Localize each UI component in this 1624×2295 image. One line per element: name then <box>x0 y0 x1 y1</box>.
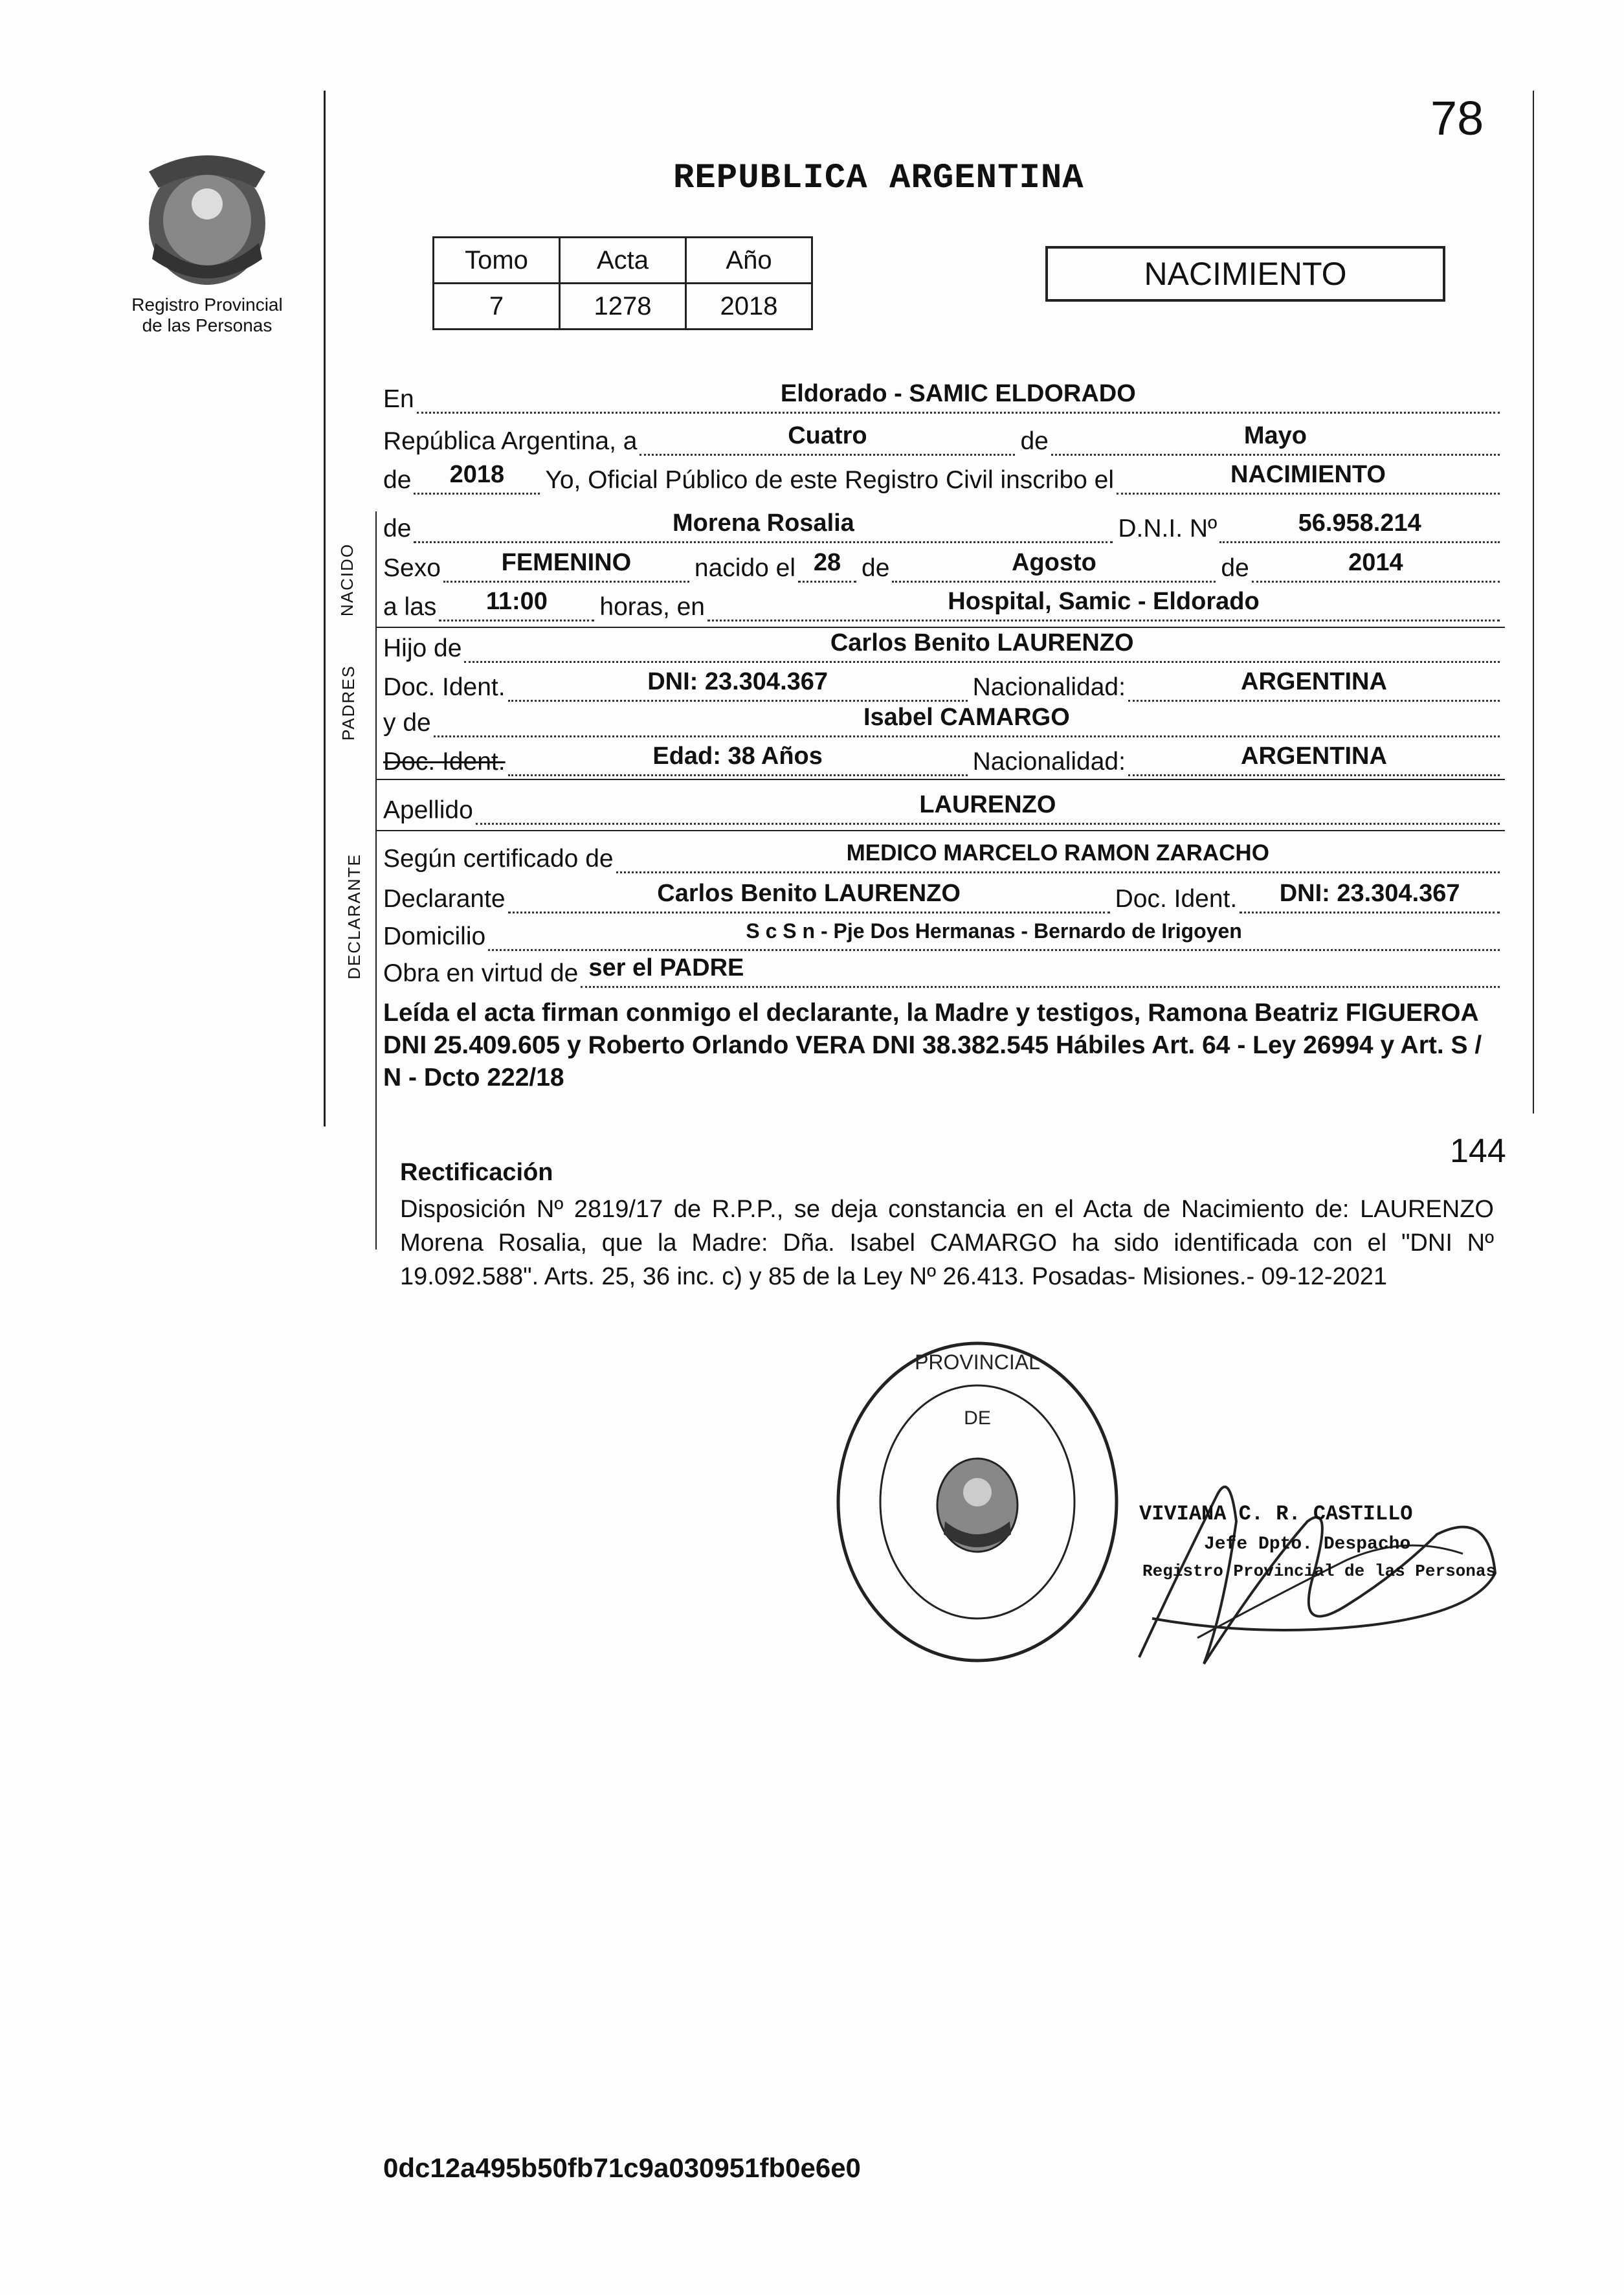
birth-day-value: 28 <box>798 547 856 583</box>
signer-name: VIVIANA C. R. CASTILLO <box>1139 1502 1413 1526</box>
row-father <box>383 621 1500 663</box>
certificate-value: MEDICO MARCELO RAMON ZARACHO <box>616 838 1500 873</box>
birth-time-value: 11:00 <box>439 586 594 621</box>
label-de-birth-year: de <box>1221 554 1249 582</box>
section-line <box>375 511 377 1249</box>
record-type-box: NACIMIENTO <box>1045 246 1445 302</box>
row-year <box>383 453 1500 495</box>
year-value: 2018 <box>414 459 540 495</box>
label-nacionalidad-mother: Nacionalidad: <box>972 748 1126 776</box>
place-value: Eldorado - SAMIC ELDORADO <box>417 378 1500 414</box>
row-address <box>383 910 1500 951</box>
label-dni-no: D.N.I. Nº <box>1118 515 1218 543</box>
label-apellido: Apellido <box>383 796 473 824</box>
birth-year-value: 2014 <box>1252 547 1500 583</box>
row-place <box>383 372 1500 414</box>
row-date <box>383 414 1500 456</box>
mother-name-value: Isabel CAMARGO <box>434 702 1500 737</box>
month-value: Mayo <box>1051 420 1500 456</box>
father-name-value: Carlos Benito LAURENZO <box>464 627 1500 663</box>
address-value: S c S n - Pje Dos Hermanas - Bernardo de Irigoyen <box>488 915 1500 951</box>
book-reference-table <box>432 236 813 330</box>
sex-value: FEMENINO <box>443 547 689 583</box>
row-certificate <box>383 832 1500 873</box>
registry-label-line1: Registro Provincial <box>131 295 283 315</box>
row-mother-doc <box>383 735 1500 776</box>
row-mother <box>383 696 1500 737</box>
label-de-child: de <box>383 515 412 543</box>
label-de-month: de <box>862 554 890 582</box>
label-domicilio: Domicilio <box>383 923 486 950</box>
label-obra-en-virtud: Obra en virtud de <box>383 959 579 987</box>
label-doc-ident-declarant: Doc. Ident. <box>1115 885 1238 913</box>
acta-value: 1278 <box>560 284 686 330</box>
declarant-value: Carlos Benito LAURENZO <box>508 878 1110 913</box>
label-de: de <box>1020 427 1049 455</box>
row-sex-birth <box>383 541 1500 583</box>
side-label-nacido: NACIDO <box>337 543 357 617</box>
mother-nationality-value: ARGENTINA <box>1128 741 1500 776</box>
country-title: REPUBLICA ARGENTINA <box>673 159 1084 198</box>
row-time-place <box>383 580 1500 621</box>
declarant-doc-value: DNI: 23.304.367 <box>1240 878 1500 913</box>
rectification-body: Disposición Nº 2819/17 de R.P.P., se deja constancia en el Acta de Nacimiento de: LAURENZO Morena Rosalia, que la Madre: Dña. Isabel CAMARGO ha sido identificada con el "DNI Nº 19.092.588". Arts. 25, 36 inc. c) y 85 de la Ley Nº 26.413. Posadas- Misiones.- 09-12-2021 <box>400 1196 1494 1290</box>
divider-apellido-declarante <box>375 830 1505 831</box>
registry-label <box>91 295 324 336</box>
tomo-value: 7 <box>434 284 560 330</box>
label-nacido-el: nacido el <box>694 554 796 582</box>
birth-place-value: Hospital, Samic - Eldorado <box>707 586 1500 621</box>
side-label-padres: PADRES <box>339 665 358 741</box>
left-margin-line <box>324 91 326 1126</box>
registry-label-line2: de las Personas <box>142 315 273 335</box>
label-yo-oficial: Yo, Oficial Público de este Registro Civil inscribo el <box>545 466 1115 494</box>
col-anio-header: Año <box>686 238 812 284</box>
svg-text:PROVINCIAL: PROVINCIAL <box>915 1350 1040 1374</box>
right-margin-line <box>1533 91 1534 1114</box>
surname-value: LAURENZO <box>476 789 1500 825</box>
row-surname <box>383 783 1500 825</box>
birth-month-value: Agosto <box>892 547 1216 583</box>
acting-as-value: ser el PADRE <box>581 952 1500 988</box>
page-number: 78 <box>1430 91 1484 145</box>
label-y-de: y de <box>383 709 431 737</box>
label-doc-ident-struck: Doc. Ident. <box>383 748 506 776</box>
divider-padres-apellido <box>375 779 1505 780</box>
row-child-name <box>383 502 1500 543</box>
label-nacionalidad-father: Nacionalidad: <box>972 673 1126 701</box>
col-tomo-header: Tomo <box>434 238 560 284</box>
side-label-declarante: DECLARANTE <box>344 853 364 980</box>
day-value: Cuatro <box>640 420 1015 456</box>
father-nationality-value: ARGENTINA <box>1128 666 1500 702</box>
label-horas-en: horas, en <box>599 593 705 621</box>
signer-office: Registro Provincial de las Personas <box>1142 1562 1496 1581</box>
row-acting-as <box>383 946 1500 988</box>
signer-role: Jefe Dpto. Despacho <box>1204 1534 1411 1554</box>
father-doc-value: DNI: 23.304.367 <box>508 666 968 702</box>
child-name-value: Morena Rosalia <box>414 508 1113 543</box>
closing-note: Leída el acta firman conmigo el declarante, la Madre y testigos, Ramona Beatriz FIGUEROA DNI 25.409.605 y Roberto Orlando VERA DNI 38.382.545 Hábiles Art. 64 - Ley 26994 y Art. S / N - Dcto 222/18 <box>383 999 1482 1092</box>
official-seal-icon <box>829 1334 1126 1670</box>
rectification-title: Rectificación <box>400 1159 553 1186</box>
label-hijo-de: Hijo de <box>383 634 462 662</box>
col-acta-header: Acta <box>560 238 686 284</box>
label-declarante: Declarante <box>383 885 506 913</box>
label-en: En <box>383 385 414 413</box>
anio-value: 2018 <box>686 284 812 330</box>
event-value: NACIMIENTO <box>1117 459 1500 495</box>
document-hash: 0dc12a495b50fb71c9a030951fb0e6e0 <box>383 2153 861 2183</box>
label-segun-certificado: Según certificado de <box>383 845 614 873</box>
label-a-las: a las <box>383 593 437 621</box>
rectification-number: 144 <box>1450 1132 1506 1170</box>
label-republica: República Argentina, a <box>383 427 638 455</box>
row-declarant <box>383 872 1500 913</box>
label-de-year: de <box>383 466 412 494</box>
misiones-emblem-icon <box>117 146 298 295</box>
child-dni-value: 56.958.214 <box>1219 508 1500 543</box>
mother-doc-value: Edad: 38 Años <box>508 741 968 776</box>
label-doc-ident-father: Doc. Ident. <box>383 673 506 701</box>
svg-text:DE: DE <box>964 1407 991 1429</box>
label-sexo: Sexo <box>383 554 441 582</box>
